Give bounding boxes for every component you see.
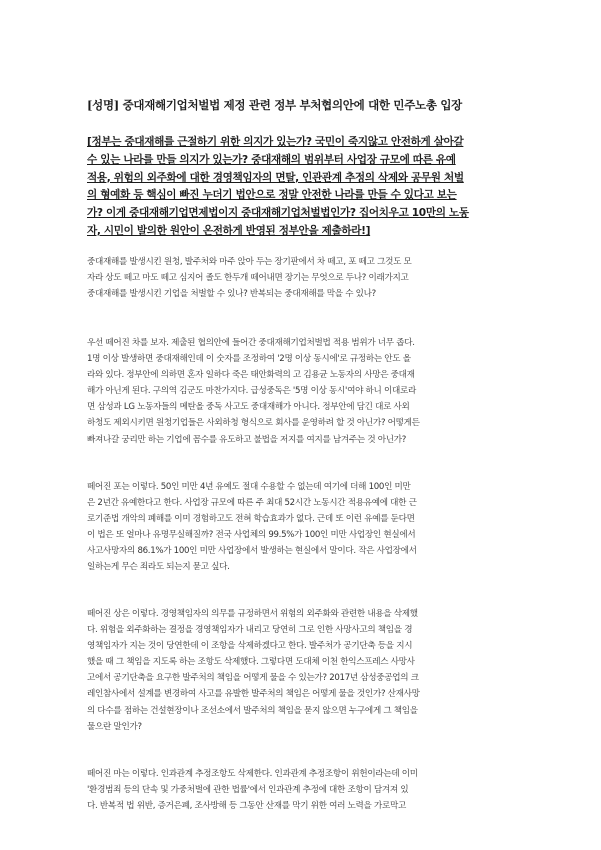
paragraph-line: 다. 반복적 법 위반, 증거은폐, 조사방해 등 그동안 산재를 막기 위한 여러 노력을 가로막고 [87,801,406,812]
statement-headline [87,134,517,241]
paragraph-line: 일하는게 무슨 죄라도 되는지 묻고 싶다. [87,562,230,573]
paragraph-line: 중대재해를 발생시킨 기업을 처벌할 수 있나? 반복되는 중대재해를 막을 수 있나? [87,289,376,300]
paragraph-line: 자라 상도 떼고 마도 떼고 심지어 졸도 한두개 떼어내면 장기는 무엇으로 두나? 이래가지고 [87,273,409,284]
paragraph-line: 하청도 제외시키면 원청기업들은 사외하청 형식으로 회사를 운영하려 할 것 아닌가? 어떻게든 [87,418,420,429]
paragraph-line: 레인참사에서 설계를 변경하여 사고를 유발한 발주처의 책임은 어떻게 물을 것인가? 산재사망 [87,689,420,700]
statement-title: [성명] 중대재해기업처벌법 제정 관련 정부 부처협의안에 대한 민주노총 입장 [87,98,462,112]
headline-line: 가? 이게 중대재해기업면제법이지 중대재해기업처벌법인가? 집어치우고 10만의 노동 [87,207,469,220]
body-paragraph-4 [87,606,517,735]
body-paragraph-1 [87,254,517,302]
paragraph-line: 빠져나갈 궁리만 하는 기업에 꼼수를 유도하고 불법을 저지를 여지를 남겨주는 것 아닌가? [87,434,407,445]
paragraph-line: 사고사망자의 86.1%가 100인 미만 사업장에서 발생하는 현실에서 말이다. 작은 사업장에서 [87,546,417,557]
paragraph-line: 우선 떼어진 차를 보자. 제출된 협의안에 들어간 중대재해기업처벌법 적용 범위가 너무 좁다. [87,338,415,348]
paragraph-line: 로기준법 개악의 폐해를 이미 경험하고도 전혀 학습효과가 없다. 근데 또 이런 유예를 둔다면 [87,514,415,525]
body-paragraph-3 [87,479,517,576]
paragraph-line: 1명 이상 발생하면 중대재해인데 이 숫자를 조정하여 '2명 이상 동시에'로 규정하는 안도 올 [87,354,411,365]
headline-line: 의 형예화 등 핵심이 빠진 누더기 법안으로 정말 안전한 나라를 만들 수 있다고 보는 [87,189,457,202]
headline-line: 자, 시민이 발의한 원안이 온전하게 반영된 정부안을 제출하라!] [87,224,371,237]
paragraph-line: 고에서 공기단축을 요구한 발주처의 책임을 어떻게 물을 수 있는가? 2017년 삼성중공업의 크 [87,673,419,684]
paragraph-line: 떼어진 마는 이렇다. 인과관계 추정조항도 삭제한다. 인과관계 추정조항이 위헌이라는데 이미 [87,769,418,779]
headline-line: 적용, 위험의 외주화에 대한 경영책임자의 면탈, 인관관계 추정의 삭제와 공무원 처벌 [87,171,464,184]
paragraph-line: 중대재해를 발생시킨 원청, 발주처와 마주 앉아 두는 장기판에서 차 떼고, 포 떼고 그것도 모 [87,257,412,267]
paragraph-line: 해가 아닌게 된다. 구의역 김군도 마찬가지다. 급성중독은 '5명 이상 동시'여야 하니 이대로라 [87,386,416,397]
paragraph-line: 은 2년간 유예한다고 한다. 사업장 규모에 따른 주 최대 52시간 노동시간 적용유예에 대한 근 [87,498,417,509]
paragraph-line: 다. 위험을 외주화하는 결정을 경영책임자가 내리고 당연히 그로 인한 사망사고의 책임을 경 [87,625,413,636]
paragraph-line: 떼어진 상은 이렇다. 경영책임자의 의무를 규정하면서 위험의 외주화와 관련한 내용을 삭제했 [87,609,418,619]
paragraph-line: 물으란 말인가? [87,721,142,732]
paragraph-line: 이 법은 또 얼마나 유명무실해질까? 전국 사업체의 99.5%가 100인 미만 사업장인 현실에서 [87,530,416,541]
paragraph-line: 라와 있다. 정부안에 의하면 혼자 일하다 죽은 태안화력의 고 김용균 노동자의 사망은 중대재 [87,370,415,381]
headline-line: [정부는 중대재해를 근절하기 위한 의지가 있는가? 국민이 죽지않고 안전하게 살아갈 [87,136,464,148]
body-paragraph-5 [87,766,517,814]
paragraph-line: 떼어진 포는 이렇다. 50인 미만 4년 유예도 절대 수용할 수 없는데 여기에 더해 100인 미만 [87,482,411,492]
body-paragraph-2 [87,335,517,448]
paragraph-line: 영책임자가 지는 것이 당연한데 이 조항을 삭제하겠다고 한다. 발주처가 공기단축 등을 지시 [87,641,413,652]
paragraph-line: '환경범죄 등의 단속 및 가중처벌에 관한 법률'에서 인과관계 추정에 대한 조항이 담겨져 있 [87,785,409,796]
paragraph-line: 했을 때 그 책임을 지도록 하는 조항도 삭제했다. 그렇다면 도대체 이천 한익스프레스 사망사 [87,657,415,668]
headline-line: 수 있는 나라를 만들 의지가 있는가? 중대재해의 범위부터 사업장 규모에 따른 유예 [87,153,456,166]
paragraph-line: 면 삼성과 LG 노동자들의 메탄올 중독 사고도 중대재해가 아니다. 정부안에 담긴 대로 사외 [87,402,410,413]
paragraph-line: 의 다수를 점하는 건설현장이나 조선소에서 발주처의 책임을 묻지 않으면 누구에게 그 책임을 [87,705,418,716]
